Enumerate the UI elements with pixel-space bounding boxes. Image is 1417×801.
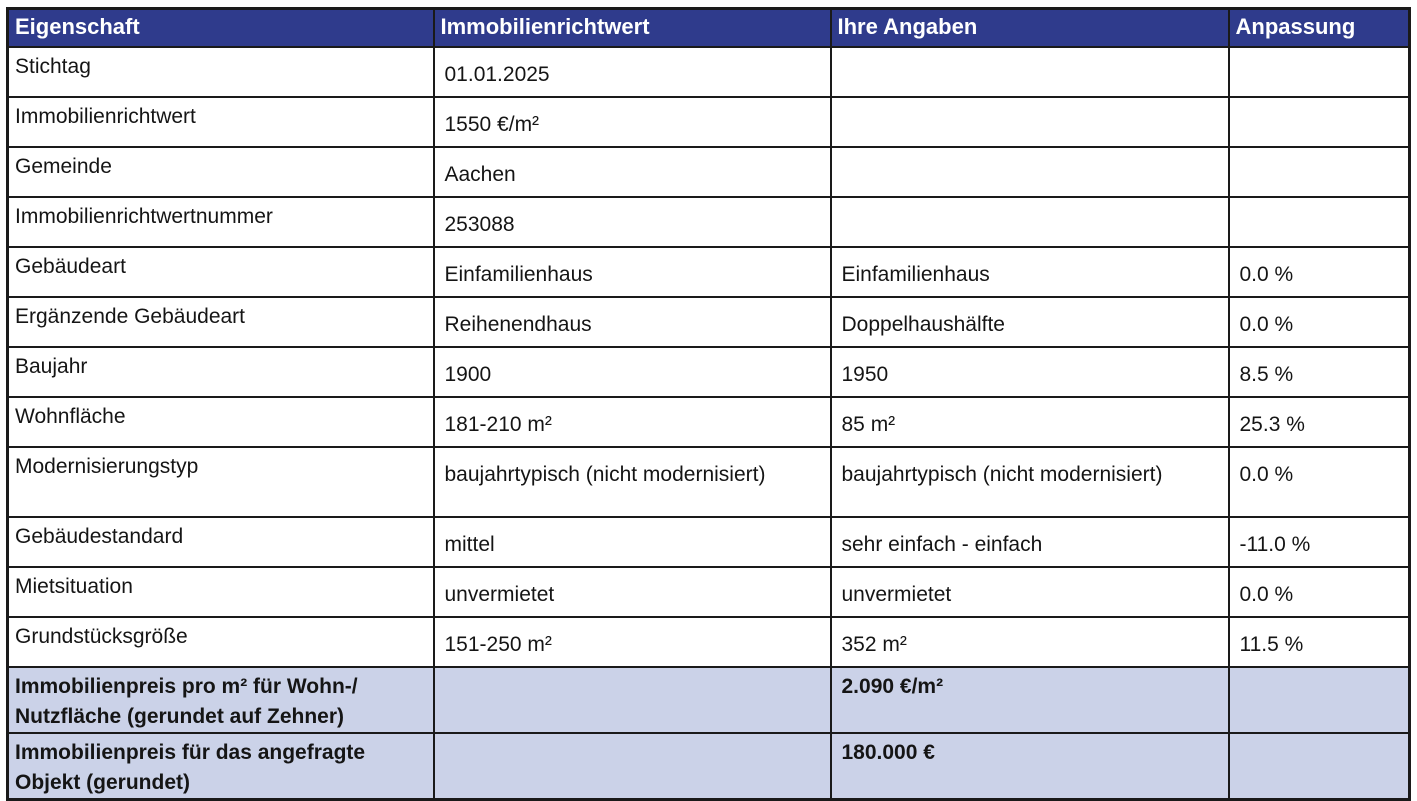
- summary-reference-cell: [434, 667, 831, 733]
- property-cell: Grundstücksgröße: [8, 617, 434, 667]
- property-cell: Stichtag: [8, 47, 434, 97]
- summary-adjustment-cell: [1229, 733, 1410, 800]
- summary-label: Immobilienpreis pro m² für Wohn-/ Nutzfläche (gerundet auf Zehner): [8, 667, 434, 733]
- summary-adjustment-cell: [1229, 667, 1410, 733]
- table-row: [8, 517, 1410, 567]
- table-row: [8, 397, 1410, 447]
- input-cell: 1950: [831, 347, 1229, 397]
- input-cell: baujahrtypisch (nicht modernisiert): [831, 447, 1229, 517]
- table-row: [8, 47, 1410, 97]
- table-row: [8, 197, 1410, 247]
- table-row: [8, 347, 1410, 397]
- property-cell: Gebäudestandard: [8, 517, 434, 567]
- reference-cell: 1900: [434, 347, 831, 397]
- reference-cell: Aachen: [434, 147, 831, 197]
- adjustment-cell: 0.0 %: [1229, 297, 1410, 347]
- adjustment-cell: [1229, 47, 1410, 97]
- table-row: [8, 147, 1410, 197]
- input-cell: Doppelhaushälfte: [831, 297, 1229, 347]
- table-row: [8, 247, 1410, 297]
- reference-cell: 181-210 m²: [434, 397, 831, 447]
- reference-cell: mittel: [434, 517, 831, 567]
- header-reference-value: Immobilienrichtwert: [434, 9, 831, 48]
- adjustment-cell: [1229, 197, 1410, 247]
- input-cell: [831, 197, 1229, 247]
- adjustment-cell: -11.0 %: [1229, 517, 1410, 567]
- valuation-table: [6, 7, 1411, 801]
- property-cell: Gemeinde: [8, 147, 434, 197]
- table-row: [8, 297, 1410, 347]
- header-property: Eigenschaft: [8, 9, 434, 48]
- property-cell: Mietsituation: [8, 567, 434, 617]
- property-cell: Modernisierungstyp: [8, 447, 434, 517]
- adjustment-cell: 8.5 %: [1229, 347, 1410, 397]
- reference-cell: 1550 €/m²: [434, 97, 831, 147]
- summary-value: 180.000 €: [831, 733, 1229, 800]
- property-cell: Gebäudeart: [8, 247, 434, 297]
- summary-row-price-per-sqm: [8, 667, 1410, 733]
- property-cell: Ergänzende Gebäudeart: [8, 297, 434, 347]
- adjustment-cell: 25.3 %: [1229, 397, 1410, 447]
- header-your-input: Ihre Angaben: [831, 9, 1229, 48]
- reference-cell: unvermietet: [434, 567, 831, 617]
- reference-cell: Einfamilienhaus: [434, 247, 831, 297]
- header-row: [8, 9, 1410, 48]
- reference-cell: baujahrtypisch (nicht modernisiert): [434, 447, 831, 517]
- input-cell: [831, 147, 1229, 197]
- header-adjustment: Anpassung: [1229, 9, 1410, 48]
- property-cell: Baujahr: [8, 347, 434, 397]
- adjustment-cell: 0.0 %: [1229, 567, 1410, 617]
- input-cell: [831, 47, 1229, 97]
- property-cell: Immobilienrichtwert: [8, 97, 434, 147]
- table-row: [8, 617, 1410, 667]
- adjustment-cell: [1229, 97, 1410, 147]
- input-cell: [831, 97, 1229, 147]
- table-row: [8, 97, 1410, 147]
- input-cell: sehr einfach - einfach: [831, 517, 1229, 567]
- adjustment-cell: [1229, 147, 1410, 197]
- summary-reference-cell: [434, 733, 831, 800]
- table-row: [8, 447, 1410, 517]
- summary-value: 2.090 €/m²: [831, 667, 1229, 733]
- table-row: [8, 567, 1410, 617]
- property-cell: Immobilienrichtwertnummer: [8, 197, 434, 247]
- property-cell: Wohnfläche: [8, 397, 434, 447]
- input-cell: unvermietet: [831, 567, 1229, 617]
- adjustment-cell: 0.0 %: [1229, 447, 1410, 517]
- adjustment-cell: 11.5 %: [1229, 617, 1410, 667]
- input-cell: 85 m²: [831, 397, 1229, 447]
- summary-label: Immobilienpreis für das angefragte Objekt (gerundet): [8, 733, 434, 800]
- input-cell: Einfamilienhaus: [831, 247, 1229, 297]
- input-cell: 352 m²: [831, 617, 1229, 667]
- reference-cell: 253088: [434, 197, 831, 247]
- adjustment-cell: 0.0 %: [1229, 247, 1410, 297]
- reference-cell: Reihenendhaus: [434, 297, 831, 347]
- reference-cell: 01.01.2025: [434, 47, 831, 97]
- summary-row-total-price: [8, 733, 1410, 800]
- reference-cell: 151-250 m²: [434, 617, 831, 667]
